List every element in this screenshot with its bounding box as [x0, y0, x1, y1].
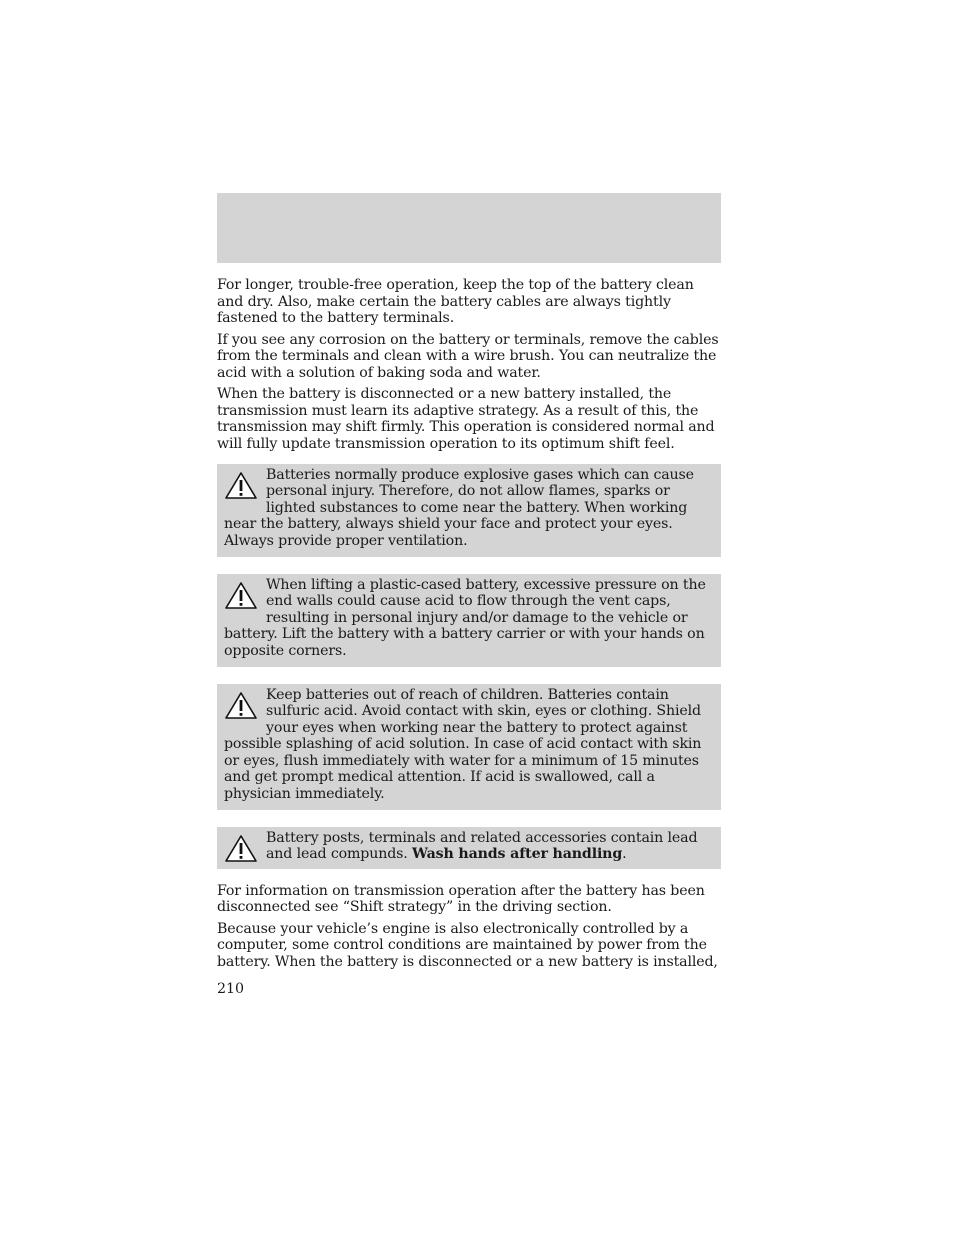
page-content	[217, 277, 721, 975]
warning-triangle-icon	[224, 581, 258, 611]
warning-box	[217, 827, 721, 869]
paragraph: When the battery is disconnected or a new battery installed, the transmission must learn its adaptive strategy. As a result of this, the transmission may shift firmly. This operation is considered normal and will fully update transmission operation to its optimum shift feel.	[217, 386, 715, 452]
paragraph: Because your vehicle’s engine is also electronically controlled by a computer, some control conditions are maintained by power from the battery. When the battery is disconnected or a new battery is installed,	[217, 920, 718, 970]
warning-text: Keep batteries out of reach of children. Batteries contain sulfuric acid. Avoid contact with skin, eyes or clothing. Shield your eyes when working near the battery to protect against possible splashing of acid solution. In case of acid contact with skin or eyes, flush immediately with water for a minimum of 15 minutes and get prompt medical attention. If acid is swallowed, call a physician immediately.	[224, 687, 702, 802]
warning-box	[217, 684, 721, 810]
warning-text: When lifting a plastic-cased battery, excessive pressure on the end walls could cause acid to flow through the vent caps, resulting in personal injury and/or damage to the vehicle or battery. Lift the battery with a battery carrier or with your hands on opposite corners.	[224, 577, 706, 659]
paragraph: For information on transmission operation after the battery has been disconnected see “Shift strategy” in the driving section.	[217, 882, 705, 916]
warning-text: Batteries normally produce explosive gases which can cause personal injury. Therefore, do not allow flames, sparks or lighted substances to come near the battery. When working near the battery, always shield your face and protect your eyes. Always provide proper ventilation.	[224, 467, 694, 549]
warning-triangle-icon	[224, 834, 258, 864]
warning-triangle-icon	[224, 471, 258, 501]
paragraph: For longer, trouble-free operation, keep the top of the battery clean and dry. Also, make certain the battery cables are always tightly fastened to the battery terminals.	[217, 277, 694, 326]
warning-box	[217, 464, 721, 557]
warning-triangle-icon	[224, 691, 258, 721]
section-header-bar	[217, 193, 721, 263]
warning-text-bold: Wash hands after handling	[412, 846, 623, 863]
warning-text-plain: Battery posts, terminals and related accessories contain lead and lead compunds.	[266, 829, 698, 863]
warning-box	[217, 574, 721, 667]
paragraph: If you see any corrosion on the battery or terminals, remove the cables from the terminals and clean with a wire brush. You can neutralize the acid with a solution of baking soda and water.	[217, 331, 719, 381]
warning-text	[266, 830, 697, 862]
warning-text-end: .	[622, 846, 627, 863]
page-number: 210	[217, 981, 245, 997]
